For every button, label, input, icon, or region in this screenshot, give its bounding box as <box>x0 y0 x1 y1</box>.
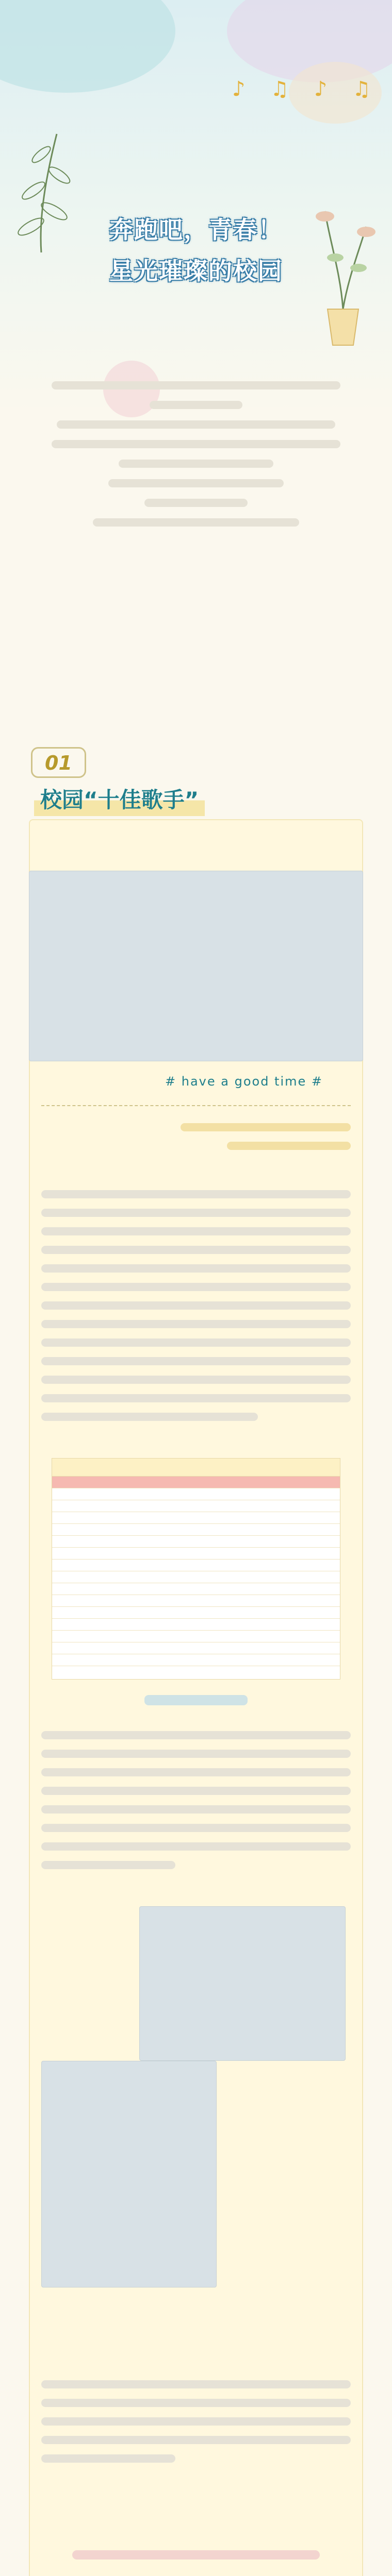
subheading <box>41 1695 351 1716</box>
section1-paragraph <box>41 1190 351 1431</box>
table-row <box>52 1619 340 1631</box>
intro-line <box>144 499 248 507</box>
hero-banner <box>0 0 392 412</box>
section1-closing <box>0 2550 392 2560</box>
intro-line <box>57 420 335 429</box>
music-notes-icon: ♪ ♫ ♪ ♫ <box>232 77 380 101</box>
table-title <box>52 1459 340 1477</box>
intro-line <box>119 460 273 468</box>
section1-paragraph2 <box>41 1731 351 1879</box>
stage-group-photo <box>29 871 363 1061</box>
decor-blob <box>0 0 175 93</box>
section1-tagline: # have a good time # <box>165 1074 323 1089</box>
headline-block <box>41 1123 351 1160</box>
section1-paragraph3 <box>41 2380 351 2473</box>
section1-number: 01 <box>31 747 86 778</box>
hero-title-line1: 奔跑吧，青春！ <box>109 216 283 244</box>
table-row <box>52 1512 340 1524</box>
table-row <box>52 1583 340 1595</box>
table-row <box>52 1631 340 1642</box>
headline-line <box>227 1142 351 1150</box>
table-header <box>52 1477 340 1488</box>
headline-line <box>181 1123 351 1131</box>
table-row <box>52 1524 340 1536</box>
intro-line <box>93 518 299 527</box>
table-row <box>52 1560 340 1571</box>
table-row <box>52 1595 340 1607</box>
table-row <box>52 1571 340 1583</box>
results-table <box>52 1458 340 1680</box>
performance-photo-singer <box>41 2061 217 2287</box>
section1-title: 校园“十佳歌手” <box>34 781 205 816</box>
intro-line <box>108 479 284 487</box>
hero-title <box>77 211 315 294</box>
intro-line <box>150 401 242 409</box>
divider <box>41 1105 351 1106</box>
table-row <box>52 1488 340 1500</box>
intro-text <box>31 381 361 538</box>
performance-photo-stage <box>139 1906 346 2061</box>
intro-line <box>52 381 340 389</box>
potted-plant-icon <box>309 196 377 350</box>
intro-line <box>52 440 340 448</box>
table-row <box>52 1642 340 1654</box>
table-row <box>52 1548 340 1560</box>
table-row <box>52 1500 340 1512</box>
leaf-sprig-icon <box>10 124 72 258</box>
table-row <box>52 1654 340 1666</box>
section1-heading <box>31 747 205 816</box>
hero-title-line2: 星光璀璨的校园 <box>109 257 283 285</box>
table-row <box>52 1607 340 1619</box>
table-row <box>52 1536 340 1548</box>
